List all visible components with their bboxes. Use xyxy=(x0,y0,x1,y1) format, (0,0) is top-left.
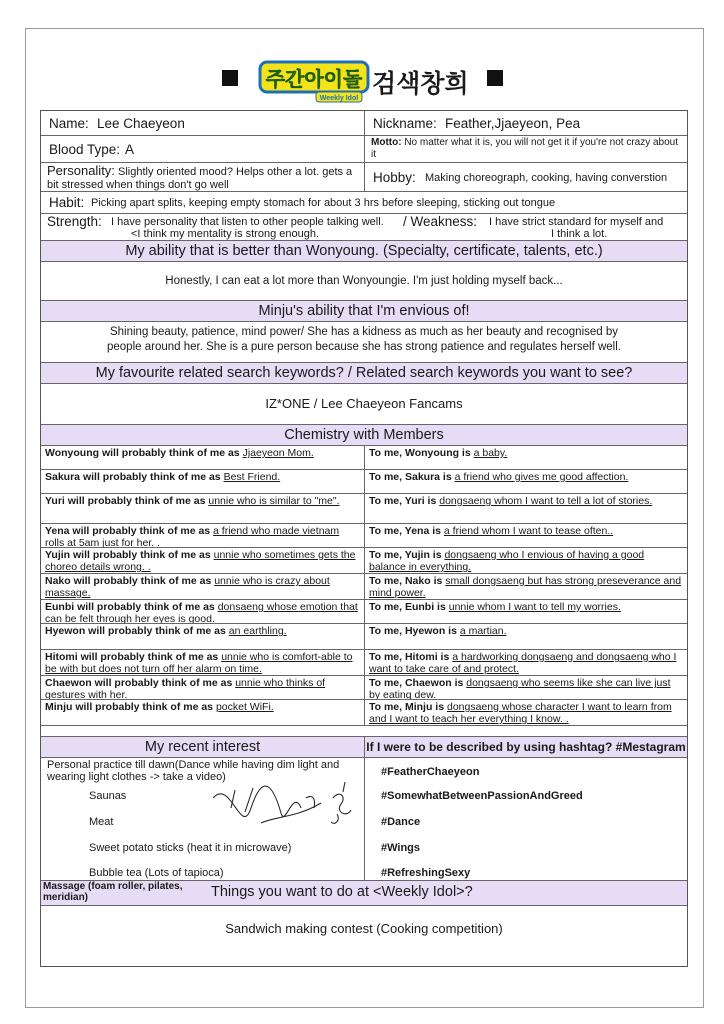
chemistry-right-cell xyxy=(365,700,687,726)
chemistry-left-cell xyxy=(41,676,365,700)
envy-title: Minju's ability that I'm envious of! xyxy=(41,300,687,322)
blood-label: Blood Type: xyxy=(49,142,121,157)
interest-hashtag-header xyxy=(41,736,687,758)
chemistry-right-label: To me, Wonyoung is xyxy=(369,447,471,459)
keywords-answer: IZ*ONE / Lee Chaeyeon Fancams xyxy=(265,396,463,411)
interest-title: My recent interest xyxy=(41,737,365,757)
keywords-title: My favourite related search keywords? / Related search keywords you want to see? xyxy=(41,362,687,384)
strength-label: Strength: xyxy=(47,214,102,229)
svg-text:주간아이돌: 주간아이돌 xyxy=(265,67,363,91)
chemistry-right-value: dongsaeng who seems like she can live just by eating dew. xyxy=(369,677,671,700)
profile-table xyxy=(40,110,688,967)
chemistry-left-label: Sakura will probably think of me as xyxy=(45,471,221,483)
nickname-value: Feather,Jjaeyeon, Pea xyxy=(445,116,581,131)
header-square-left xyxy=(222,70,238,86)
motto-value: No matter what it is, you will not get it if you're not crazy about it xyxy=(371,137,679,160)
chemistry-right-value: dongsaeng whose character I want to learn from and I want to teach her everything I know. . xyxy=(369,701,672,725)
chemistry-row xyxy=(41,650,687,676)
chemistry-right-label: To me, Hitomi is xyxy=(369,651,450,663)
weekly-title: Things you want to do at <Weekly Idol>? xyxy=(211,884,473,900)
chemistry-right-value: a friend whom I want to tease often.. xyxy=(443,525,614,537)
strength-value-1: I have personality that listen to other people talking well. xyxy=(111,216,384,228)
chemistry-right-cell xyxy=(365,470,687,494)
chemistry-right-label: To me, Sakura is xyxy=(369,471,452,483)
ability-answer: Honestly, I can eat a lot more than Wonyoungie. I'm just holding myself back... xyxy=(165,275,563,287)
personality-cell xyxy=(41,163,365,192)
hashtag-item-3: #Dance xyxy=(381,816,421,828)
chemistry-left-cell xyxy=(41,548,365,574)
chemistry-right-label: To me, Yuri is xyxy=(369,495,437,507)
chemistry-left-value: Best Friend. xyxy=(223,471,281,483)
hashtag-item-2: #SomewhatBetweenPassionAndGreed xyxy=(381,790,583,802)
interest-item-6: Massage (foam roller, pilates, meridian) xyxy=(43,881,183,903)
chemistry-left-value: unnie who thinks of gestures with her. xyxy=(45,677,326,700)
chemistry-left-label: Yujin will probably think of me as xyxy=(45,549,211,561)
chemistry-right-cell xyxy=(365,676,687,700)
weekly-idol-logo xyxy=(258,58,370,109)
hobby-value: Making choreograph, cooking, having converstion xyxy=(425,172,668,184)
chemistry-row xyxy=(41,700,687,726)
chemistry-title: Chemistry with Members xyxy=(41,424,687,446)
chemistry-row xyxy=(41,494,687,524)
envy-answer-line-2: people around her. She is a pure person because she has strong patience and regulates herself well. xyxy=(106,341,621,353)
chemistry-right-value: unnie whom I want to tell my worries. xyxy=(448,601,621,613)
chemistry-left-label: Minju will probably think of me as xyxy=(45,701,214,713)
chemistry-right-label: To me, Chaewon is xyxy=(369,677,464,689)
chemistry-right-label: To me, Nako is xyxy=(369,575,443,587)
chemistry-left-value: a friend who made vietnam rolls at 5am just for her. . xyxy=(45,525,340,548)
interest-item-1: Personal practice till dawn(Dance while having dim light and wearing light clothes -> take a video) xyxy=(47,759,340,783)
chemistry-left-label: Hyewon will probably think of me as xyxy=(45,625,226,637)
envy-answer-line-1: Shining beauty, patience, mind power/ She has a kidness as much as her beauty and recognised by xyxy=(109,326,619,338)
chemistry-left-value: Jjaeyeon Mom. xyxy=(242,447,314,459)
chemistry-row xyxy=(41,446,687,470)
chemistry-left-label: Chaewon will probably think of me as xyxy=(45,677,233,689)
header-title: 검색창희 xyxy=(372,69,469,98)
chemistry-left-value: unnie who sometimes gets the choreo details wrong. . xyxy=(45,549,356,573)
chemistry-right-value: dongsaeng who I envious of having a good balance in everything. xyxy=(369,549,645,573)
weakness-value-2: I think a lot. xyxy=(551,228,608,240)
chemistry-right-label: To me, Yena is xyxy=(369,525,441,537)
weakness-label: / Weakness: xyxy=(403,214,478,229)
habit-cell xyxy=(41,192,687,214)
header-square-right xyxy=(487,70,503,86)
chemistry-left-cell xyxy=(41,650,365,676)
weekly-answer: Sandwich making contest (Cooking competition) xyxy=(225,921,503,936)
autograph-signature xyxy=(201,768,361,848)
chemistry-right-label: To me, Minju is xyxy=(369,701,445,713)
chemistry-left-label: Yena will probably think of me as xyxy=(45,525,211,537)
name-cell xyxy=(41,111,365,136)
chemistry-left-cell xyxy=(41,574,365,600)
chemistry-row xyxy=(41,470,687,494)
blood-cell xyxy=(41,136,365,163)
chemistry-right-value: dongsaeng whom I want to tell a lot of stories. xyxy=(439,495,653,507)
chemistry-right-value: a baby. xyxy=(473,447,508,459)
chemistry-row xyxy=(41,600,687,624)
ability-title: My ability that is better than Wonyoung. (Specialty, certificate, talents, etc.) xyxy=(41,240,687,262)
hobby-cell xyxy=(365,163,687,192)
chemistry-right-value: small dongsaeng but has strong preseverance and mind power. xyxy=(369,575,682,599)
chemistry-right-cell xyxy=(365,650,687,676)
chemistry-left-value: unnie who is comfort-able to be with but does not turn off her alarm on time. xyxy=(45,651,353,675)
hashtag-title: If I were to be described by using hashtag? #Mestagram xyxy=(366,740,686,754)
name-value: Lee Chaeyeon xyxy=(97,116,185,131)
habit-label: Habit: xyxy=(49,195,85,210)
interest-list xyxy=(41,758,365,880)
chemistry-left-cell xyxy=(41,524,365,548)
svg-text:Weekly Idol: Weekly Idol xyxy=(319,95,359,102)
chemistry-right-label: To me, Hyewon is xyxy=(369,625,457,637)
hashtag-list xyxy=(365,758,687,880)
chemistry-left-label: Yuri will probably think of me as xyxy=(45,495,206,507)
chemistry-right-value: a friend who gives me good affection. xyxy=(454,471,629,483)
interest-item-5: Bubble tea (Lots of tapioca) xyxy=(89,867,224,879)
chemistry-row xyxy=(41,676,687,700)
chemistry-left-value: donsaeng whose emotion that can be felt through her eyes is good. xyxy=(45,601,358,624)
hashtag-item-5: #RefreshingSexy xyxy=(381,867,471,879)
chemistry-left-value: pocket WiFi. xyxy=(215,701,274,713)
chemistry-left-label: Hitomi will probably think of me as xyxy=(45,651,219,663)
weakness-value-1: I have strict standard for myself and xyxy=(489,216,664,228)
nickname-cell xyxy=(365,111,687,136)
weekly-header xyxy=(41,880,687,906)
motto-cell xyxy=(365,136,687,163)
chemistry-right-cell xyxy=(365,624,687,650)
chemistry-right-label: To me, Eunbi is xyxy=(369,601,446,613)
chemistry-table xyxy=(41,446,687,736)
name-label: Name: xyxy=(49,116,89,131)
strength-value-2: <I think my mentality is strong enough. xyxy=(131,228,320,240)
personality-value: Slightly oriented mood? Helps other a lot. gets a bit stressed when things don't go well xyxy=(47,166,353,191)
chemistry-right-cell xyxy=(365,600,687,624)
chemistry-right-cell xyxy=(365,446,687,470)
chemistry-row xyxy=(41,548,687,574)
hashtag-item-1: #FeatherChaeyeon xyxy=(381,766,480,778)
chemistry-left-label: Eunbi will probably think of me as xyxy=(45,601,215,613)
chemistry-left-label: Wonyoung will probably think of me as xyxy=(45,447,240,459)
blood-value: A xyxy=(125,142,135,157)
hobby-label: Hobby: xyxy=(373,170,416,185)
chemistry-right-value: a hardworking dongsaeng and dongsaeng who I want to take care of and protect. xyxy=(369,651,677,675)
chemistry-left-value: unnie who is similar to "me". xyxy=(208,495,340,507)
chemistry-left-cell xyxy=(41,470,365,494)
chemistry-left-value: unnie who is crazy about massage. xyxy=(45,575,330,599)
personality-label: Personality: xyxy=(47,163,115,178)
envy-answer xyxy=(41,325,687,361)
hashtag-item-4: #Wings xyxy=(381,842,421,854)
interest-item-3: Meat xyxy=(89,816,114,828)
interest-item-2: Saunas xyxy=(89,790,127,802)
chemistry-right-label: To me, Yujin is xyxy=(369,549,442,561)
motto-label: Motto: xyxy=(371,137,402,148)
chemistry-left-cell xyxy=(41,700,365,726)
habit-value: Picking apart splits, keeping empty stomach for about 3 hrs before sleeping, sticking out tongue xyxy=(91,197,556,209)
chemistry-row xyxy=(41,624,687,650)
chemistry-right-value: a martian. xyxy=(459,625,507,637)
chemistry-right-cell xyxy=(365,574,687,600)
chemistry-right-cell xyxy=(365,494,687,524)
chemistry-right-cell xyxy=(365,548,687,574)
interest-item-4: Sweet potato sticks (heat it in microwave) xyxy=(89,842,292,854)
chemistry-left-label: Nako will probably think of me as xyxy=(45,575,212,587)
chemistry-row xyxy=(41,574,687,600)
chemistry-left-cell xyxy=(41,624,365,650)
chemistry-left-cell xyxy=(41,600,365,624)
nickname-label: Nickname: xyxy=(373,116,437,131)
chemistry-left-cell xyxy=(41,494,365,524)
chemistry-right-cell xyxy=(365,524,687,548)
strength-weakness-cell xyxy=(41,214,687,240)
sheet-header xyxy=(0,58,724,104)
chemistry-left-value: an earthling. xyxy=(228,625,287,637)
chemistry-row xyxy=(41,524,687,548)
chemistry-left-cell xyxy=(41,446,365,470)
